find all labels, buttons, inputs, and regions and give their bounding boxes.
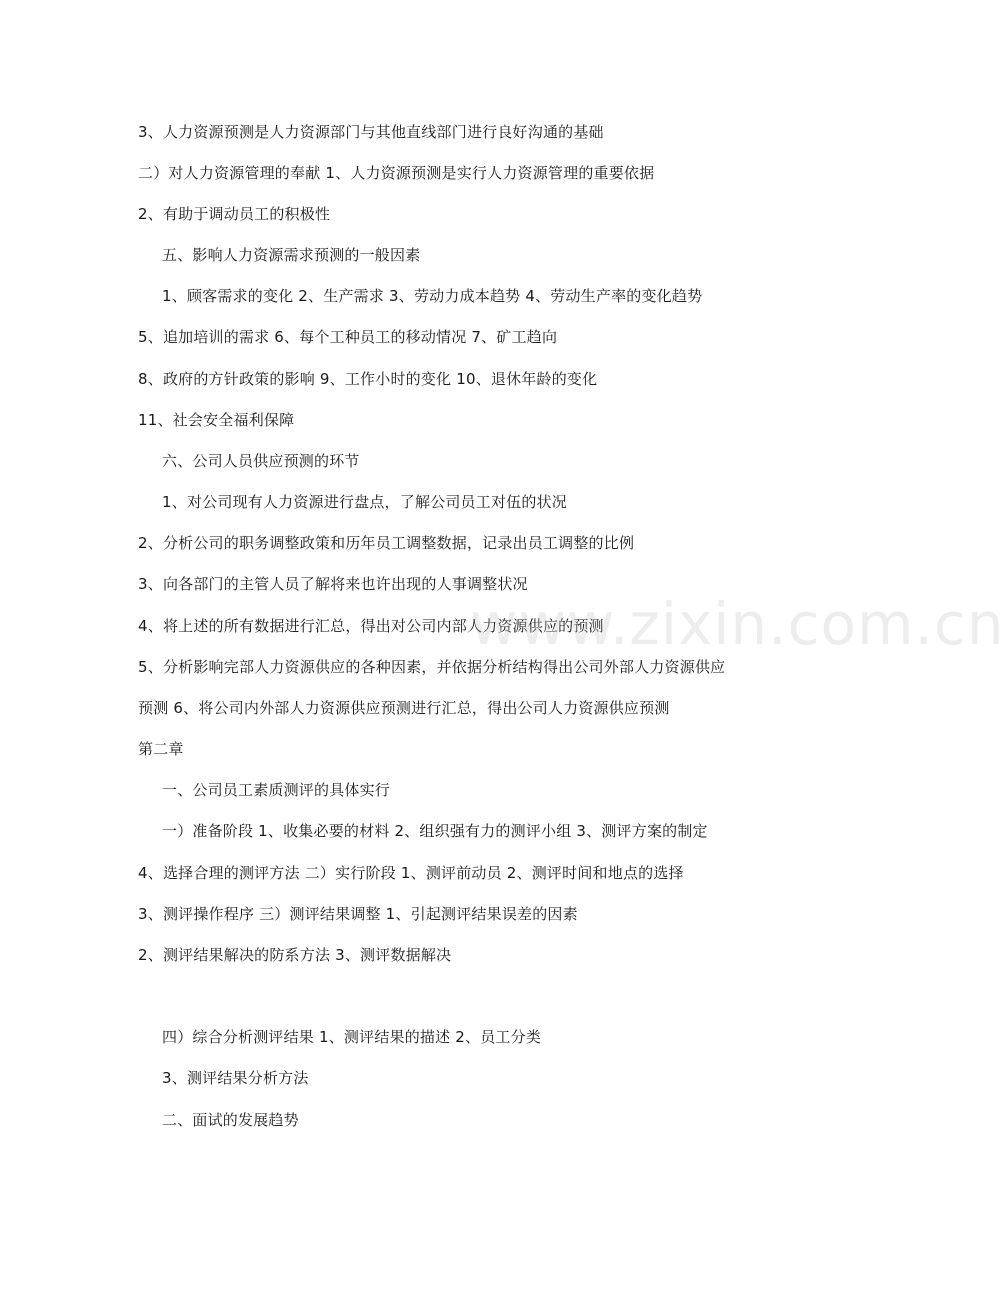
- text-line: 5、分析影响完部人力资源供应的各种因素，并依据分析结构得出公司外部人力资源供应: [138, 658, 726, 676]
- text-line: 3、测评操作程序 三）测评结果调整 1、引起测评结果误差的因素: [138, 905, 578, 923]
- text-line: 2、测评结果解决的防系方法 3、测评数据解决: [138, 946, 452, 964]
- text-line: 5、追加培训的需求 6、每个工种员工的移动情况 7、矿工趋向: [138, 328, 558, 346]
- text-line: 3、向各部门的主管人员了解将来也许出现的人事调整状况: [138, 575, 528, 593]
- text-line: 预测 6、将公司内外部人力资源供应预测进行汇总，得出公司人力资源供应预测: [138, 699, 670, 717]
- section-heading: 二、面试的发展趋势: [162, 1111, 299, 1129]
- text-line: 二）对人力资源管理的奉献 1、人力资源预测是实行人力资源管理的重要依据: [138, 164, 655, 182]
- text-line: 4、将上述的所有数据进行汇总，得出对公司内部人力资源供应的预测: [138, 617, 604, 635]
- text-line: 1、对公司现有人力资源进行盘点，了解公司员工对伍的状况: [162, 493, 567, 511]
- text-line: 1、顾客需求的变化 2、生产需求 3、劳动力成本趋势 4、劳动生产率的变化趋势: [162, 287, 703, 305]
- text-line: 2、分析公司的职务调整政策和历年员工调整数据，记录出员工调整的比例: [138, 534, 635, 552]
- section-heading: 五、影响人力资源需求预测的一般因素: [162, 246, 421, 264]
- text-line: 四）综合分析测评结果 1、测评结果的描述 2、员工分类: [162, 1028, 542, 1046]
- watermark: www.zixin.com.cn: [470, 590, 1005, 658]
- text-line: 11、社会安全福利保障: [138, 411, 295, 429]
- section-heading: 一、公司员工素质测评的具体实行: [162, 781, 391, 799]
- section-heading: 六、公司人员供应预测的环节: [162, 452, 360, 470]
- text-line: 一）准备阶段 1、收集必要的材料 2、组织强有力的测评小组 3、测评方案的制定: [162, 822, 708, 840]
- text-line: 3、人力资源预测是人力资源部门与其他直线部门进行良好沟通的基础: [138, 123, 604, 141]
- text-line: 3、测评结果分析方法: [162, 1069, 309, 1087]
- text-line: 2、有助于调动员工的积极性: [138, 205, 331, 223]
- chapter-heading: 第二章: [138, 740, 184, 758]
- text-line: 8、政府的方针政策的影响 9、工作小时的变化 10、退休年龄的变化: [138, 370, 598, 388]
- text-line: 4、选择合理的测评方法 二）实行阶段 1、测评前动员 2、测评时间和地点的选择: [138, 864, 684, 882]
